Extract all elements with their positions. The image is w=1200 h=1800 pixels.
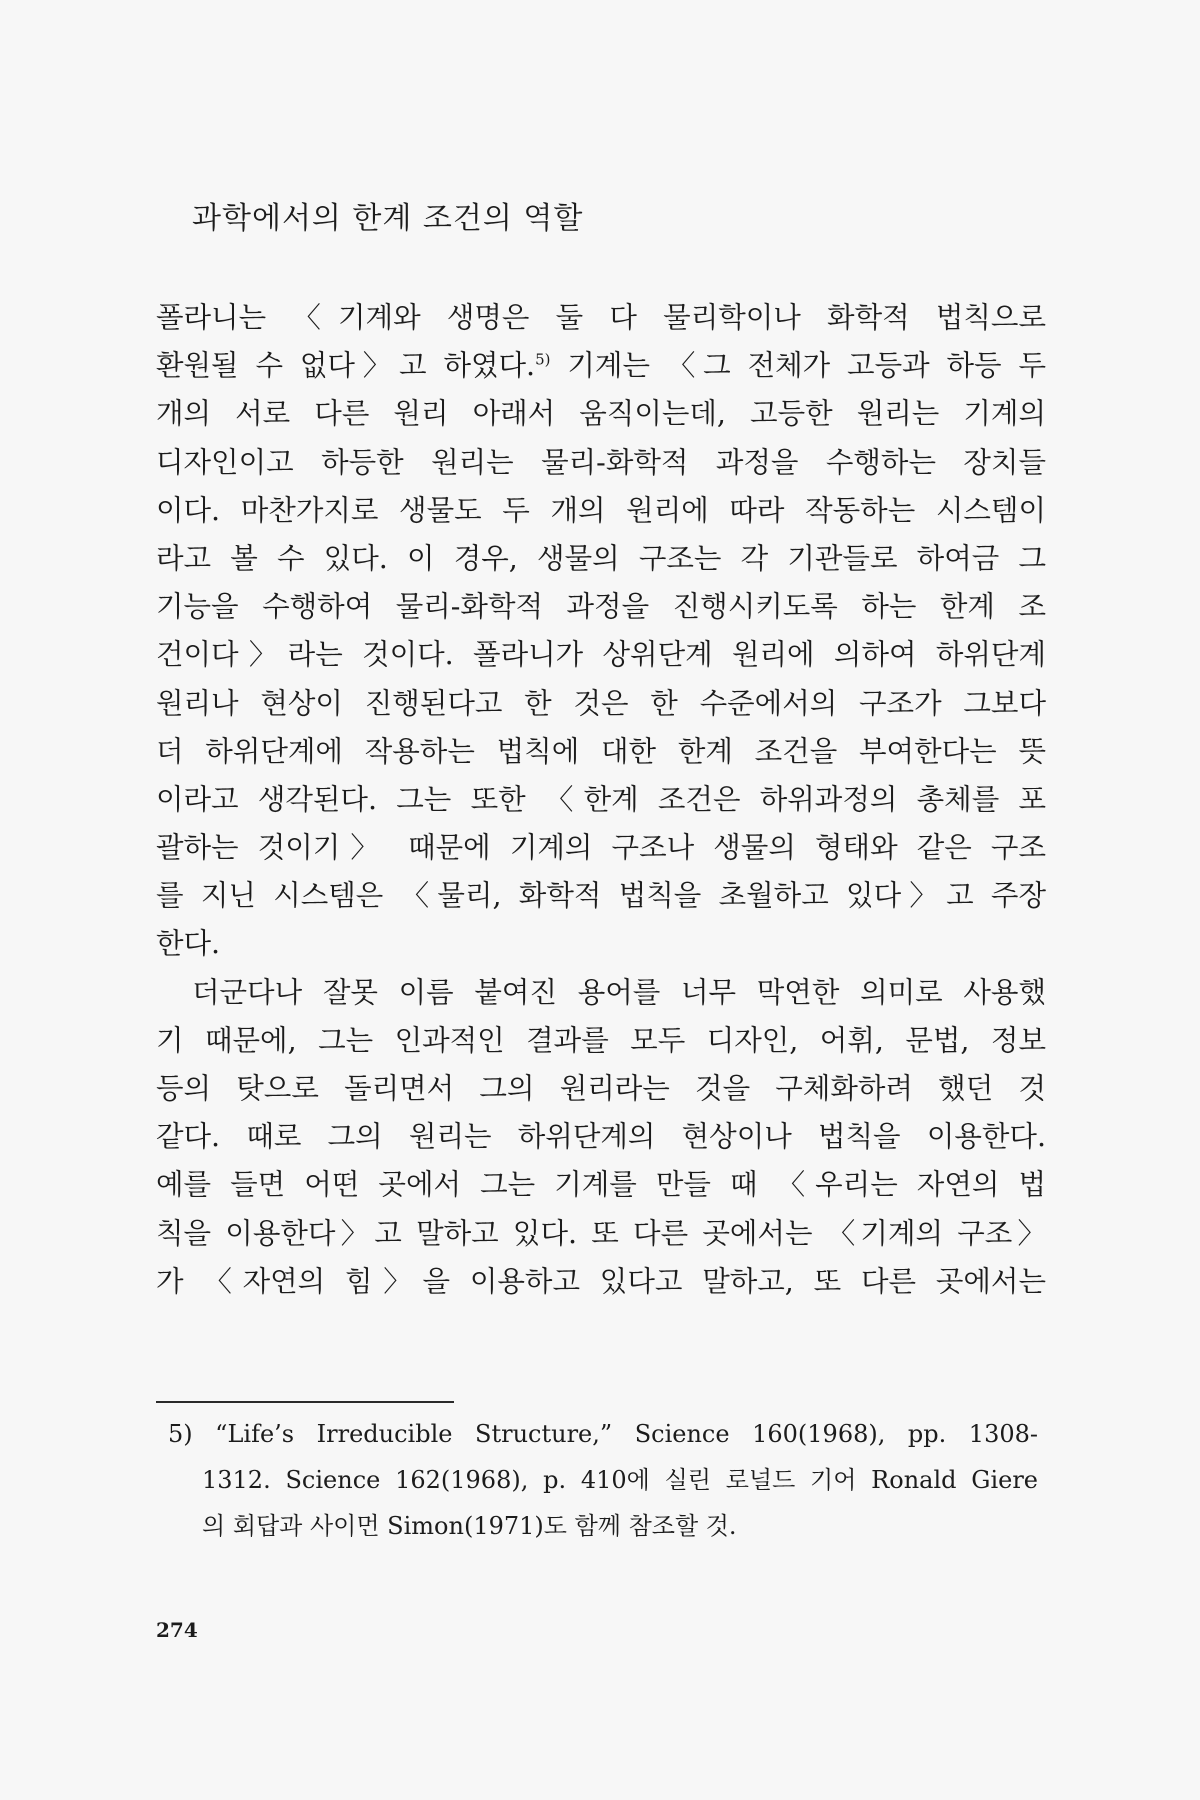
footnote-line-3: 의 회답과 사이먼 Simon(1971)도 함께 참조할 것.: [202, 1512, 737, 1540]
body-line-8: 건이다〉라는 것이다. 폴라니가 상위단계 원리에 의하여 하위단계: [156, 638, 1046, 672]
body-line-9: 원리나 현상이 진행된다고 한 것은 한 수준에서의 구조가 그보다: [156, 686, 1046, 720]
body-line-20: 칙을 이용한다〉고 말하고 있다. 또 다른 곳에서는 〈기계의 구조〉: [156, 1216, 1046, 1250]
body-line-14: 한다.: [156, 927, 221, 961]
body-line-5: 이다. 마찬가지로 생물도 두 개의 원리에 따라 작동하는 시스템이: [156, 493, 1046, 527]
body-line-3: 개의 서로 다른 원리 아래서 움직이는데, 고등한 원리는 기계의: [156, 397, 1046, 431]
body-line-19: 예를 들면 어떤 곳에서 그는 기계를 만들 때 〈우리는 자연의 법: [156, 1168, 1046, 1202]
footnote-line-2: 1312. Science 162(1968), p. 410에 실린 로널드 기어 Ronald Giere: [202, 1466, 1038, 1494]
body-line-15: 더군다나 잘못 이름 붙여진 용어를 너무 막연한 의미로 사용했: [192, 975, 1046, 1009]
body-line-2: [156, 342, 1046, 390]
footnote-reference: 5): [535, 350, 551, 369]
body-line-1: 폴라니는 〈기계와 생명은 둘 다 물리학이나 화학적 법칙으로: [156, 301, 1046, 334]
footnote-divider: [156, 1401, 454, 1403]
body-line-4: 디자인이고 하등한 원리는 물리-화학적 과정을 수행하는 장치들: [156, 445, 1046, 479]
body-line-11: 이라고 생각된다. 그는 또한 〈한계 조건은 하위과정의 총체를 포: [156, 782, 1046, 816]
body-line-17: 등의 탓으로 돌리면서 그의 원리라는 것을 구체화하려 했던 것: [156, 1072, 1046, 1105]
body-line-21: 가 〈자연의 힘〉을 이용하고 있다고 말하고, 또 다른 곳에서는: [156, 1264, 1046, 1298]
body-line-10: 더 하위단계에 작용하는 법칙에 대한 한계 조건을 부여한다는 뜻: [156, 734, 1046, 768]
body-line-7: 기능을 수행하여 물리-화학적 과정을 진행시키도록 하는 한계 조: [156, 590, 1046, 624]
body-line-2-text-cont: 기계는 〈그 전체가 고등과 하등 두: [567, 349, 1046, 383]
footnotes: [168, 1411, 1038, 1549]
body-line-16: 기 때문에, 그는 인과적인 결과를 모두 디자인, 어휘, 문법, 정보: [156, 1023, 1046, 1057]
footnote-line-1: 5) “Life’s Irreducible Structure,” Science 160(1968), pp. 1308-: [168, 1420, 1038, 1448]
body-line-2-text: 환원될 수 없다〉고 하였다.: [156, 349, 536, 383]
running-head: 과학에서의 한계 조건의 역할: [192, 201, 584, 236]
body-line-6: 라고 볼 수 있다. 이 경우, 생물의 구조는 각 기관들로 하여금 그: [156, 541, 1046, 575]
body-line-12: 괄하는 것이기〉 때문에 기계의 구조나 생물의 형태와 같은 구조: [156, 831, 1046, 865]
page-number: 274: [156, 1618, 198, 1642]
body-line-13: 를 지닌 시스템은 〈물리, 화학적 법칙을 초월하고 있다〉고 주장: [156, 879, 1046, 913]
body-text: [156, 294, 1046, 1306]
body-line-18: 같다. 때로 그의 원리는 하위단계의 현상이나 법칙을 이용한다.: [156, 1120, 1046, 1154]
